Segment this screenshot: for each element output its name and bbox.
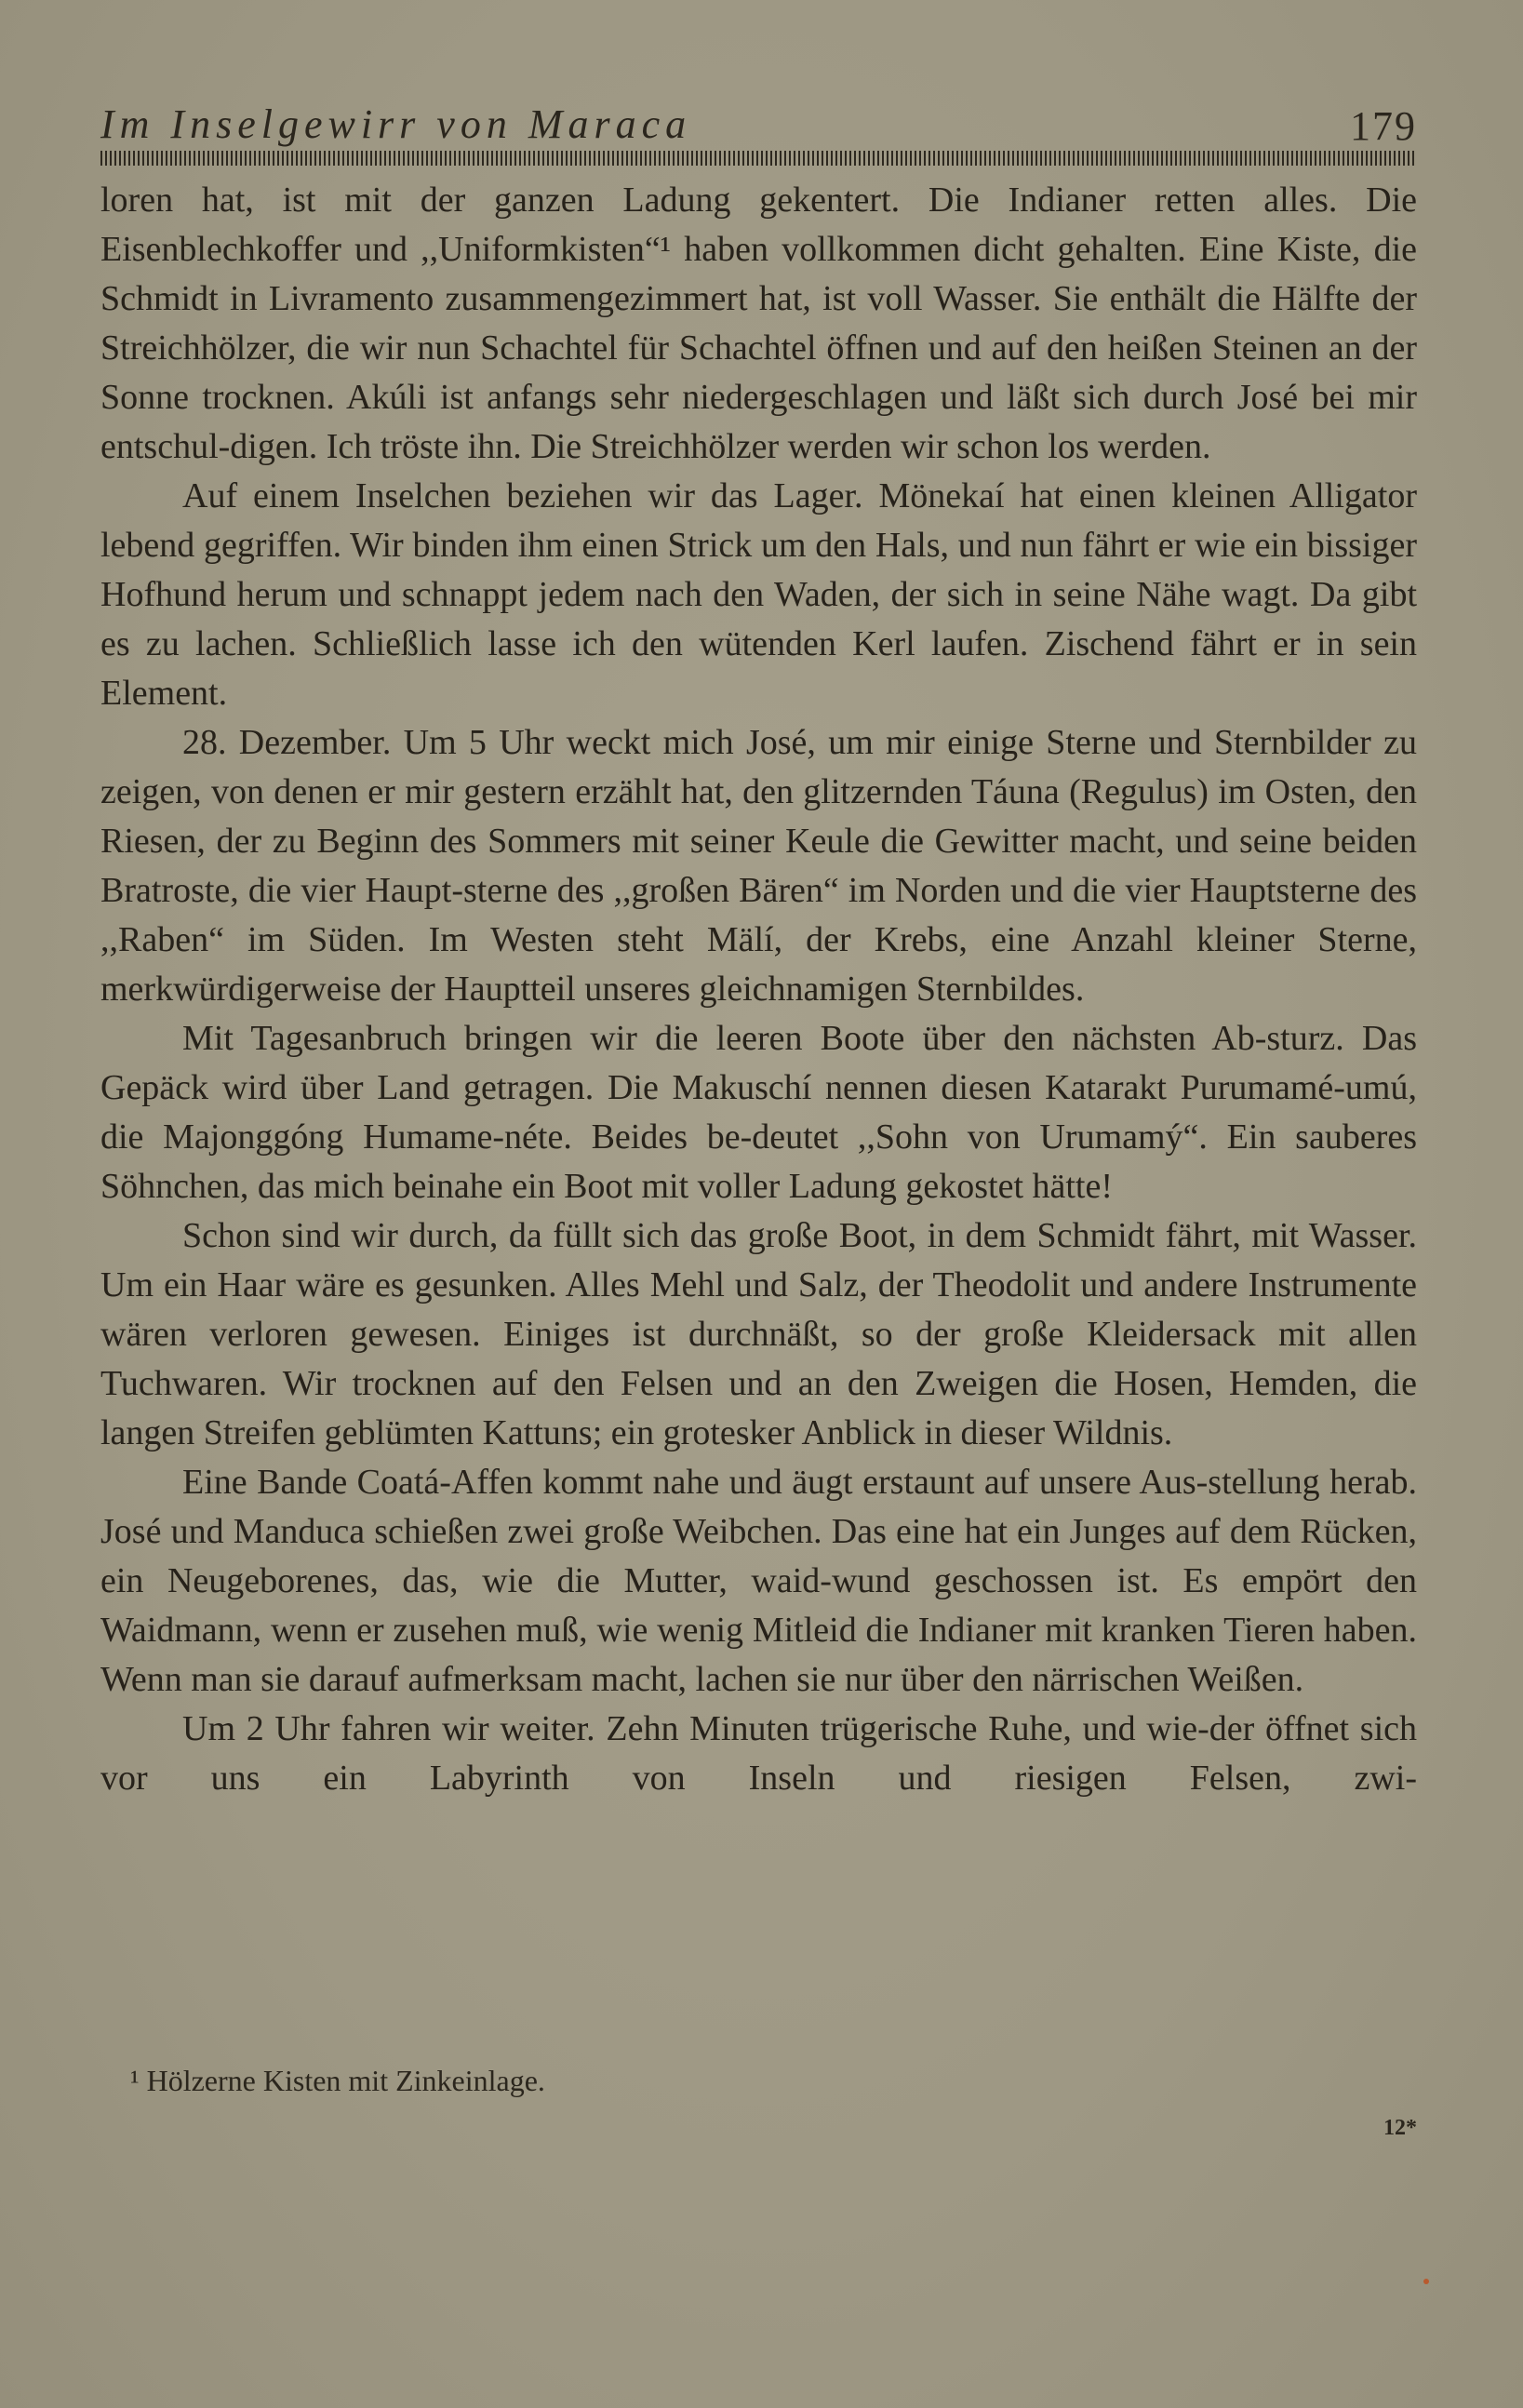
signature-mark: 12* bbox=[1383, 2116, 1417, 2140]
paragraph: Um 2 Uhr fahren wir weiter. Zehn Minuten trügerische Ruhe, und wie-der öffnet sich vor uns ein Labyrinth von Inseln und riesigen Felsen, zwi- bbox=[100, 1709, 1417, 1798]
paper-speck bbox=[1423, 2279, 1429, 2284]
paragraph: Eine Bande Coatá-Affen kommt nahe und äugt erstaunt auf unsere Aus-stellung herab. José und Manduca schießen zwei große Weibchen. Das eine hat ein Junges auf dem Rücken, ein Neugeborenes, das, wie die Mutter, waid-wund geschossen ist. Es empört den Waidmann, wenn er zusehen muß, wie wenig Mitleid die Indianer mit kranken Tieren haben. Wenn man sie darauf aufmerksam macht, lachen sie nur über den närrischen Weißen. bbox=[100, 1463, 1417, 1699]
paragraph: loren hat, ist mit der ganzen Ladung gekentert. Die Indianer retten alles. Die Eisenblechkoffer und ,,Uniformkisten“¹ haben vollkommen dicht gehalten. Eine Kiste, die Schmidt in Livramento zusammengezimmert hat, ist voll Wasser. Sie enthält die Hälfte der Streichhölzer, die wir nun Schachtel für Schachtel öffnen und auf den heißen Steinen an der Sonne trocknen. Akúli ist anfangs sehr niedergeschlagen und läßt sich durch José bei mir entschul-digen. Ich tröste ihn. Die Streichhölzer werden wir schon los werden. bbox=[100, 181, 1417, 466]
running-title: Im Inselgewirr von Maraca bbox=[100, 101, 692, 147]
paragraph: Schon sind wir durch, da füllt sich das große Boot, in dem Schmidt fährt, mit Wasser. Um ein Haar wäre es gesunken. Alles Mehl und Salz, der Theodolit und andere Instrumente wären verloren gewesen. Einiges ist durchnäßt, so der große Kleidersack mit allen Tuchwaren. Wir trocknen auf den Felsen und an den Zweigen die Hosen, Hemden, die langen Streifen geblümten Kattuns; ein grotesker Anblick in dieser Wildnis. bbox=[100, 1216, 1417, 1452]
paragraph: 28. Dezember. Um 5 Uhr weckt mich José, um mir einige Sterne und Sternbilder zu zeigen, von denen er mir gestern erzählt hat, den glitzernden Táuna (Regulus) im Osten, den Riesen, der zu Beginn des Sommers mit seiner Keule die Gewitter macht, und seine beiden Bratroste, die vier Haupt-sterne des ,,großen Bären“ im Norden und die vier Hauptsterne des ,,Raben“ im Süden. Im Westen steht Mälí, der Krebs, eine Anzahl kleiner Sterne, merkwürdigerweise der Hauptteil unseres gleichnamigen Sternbildes. bbox=[100, 723, 1417, 1009]
footnote: ¹ Hölzerne Kisten mit Zinkeinlage. bbox=[130, 2064, 545, 2097]
body-text bbox=[100, 176, 1417, 1803]
paragraph: Mit Tagesanbruch bringen wir die leeren Boote über den nächsten Ab-sturz. Das Gepäck wird über Land getragen. Die Makuschí nennen diesen Katarakt Purumamé-umú, die Majonggóng Humame-néte. Beides be-deutet ,,Sohn von Urumamý“. Ein sauberes Söhnchen, das mich beinahe ein Boot mit voller Ladung gekostet hätte! bbox=[100, 1019, 1417, 1206]
page-header bbox=[100, 102, 1417, 147]
header-rule bbox=[100, 151, 1417, 166]
paragraph: Auf einem Inselchen beziehen wir das Lager. Mönekaí hat einen kleinen Alligator lebend gegriffen. Wir binden ihm einen Strick um den Hals, und nun fährt er wie ein bissiger Hofhund herum und schnappt jedem nach den Waden, der sich in seine Nähe wagt. Da gibt es zu lachen. Schließlich lasse ich den wütenden Kerl laufen. Zischend fährt er in sein Element. bbox=[100, 476, 1417, 713]
page-number: 179 bbox=[1350, 103, 1417, 149]
